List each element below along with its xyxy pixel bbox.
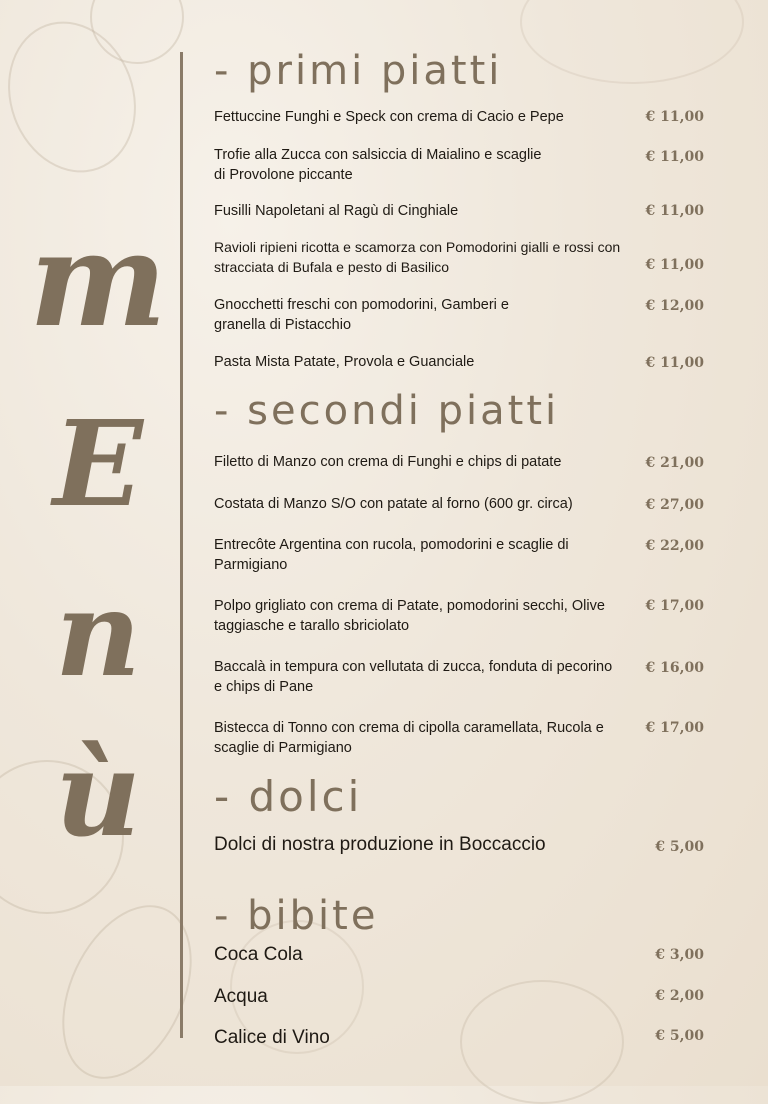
menu-item-price: € 5,00 <box>655 839 704 855</box>
side-title-letter: E <box>53 394 143 533</box>
background-doodle <box>520 0 744 84</box>
section-heading-bibite: - bibite <box>214 893 379 939</box>
menu-item-name: Fusilli Napoletani al Ragù di Cinghiale <box>214 203 459 219</box>
menu-item-price: € 21,00 <box>645 455 704 471</box>
menu-item-name: Calice di Vino <box>214 1027 330 1048</box>
menu-item-name: Baccalà in tempura con vellutata di zucca, fonduta di pecorino e chips di Pane <box>214 659 613 695</box>
menu-item-name: Dolci di nostra produzione in Boccaccio <box>214 834 546 855</box>
menu-item-price: € 17,00 <box>645 598 704 614</box>
menu-item-name: Polpo grigliato con crema di Patate, pomodorini secchi, Olive taggiasche e tarallo sbriciolato <box>214 598 605 634</box>
section-heading-primi: - primi piatti <box>214 48 503 94</box>
menu-item-name: Entrecôte Argentina con rucola, pomodorini e scaglie di Parmigiano <box>214 537 569 573</box>
background-doodle <box>36 885 217 1100</box>
divider-line <box>180 52 183 1038</box>
side-title-letter: m <box>29 203 167 356</box>
side-title-letter: n <box>55 564 141 703</box>
menu-item-name: Trofie alla Zucca con salsiccia di Maialino e scaglie di Provolone piccante <box>214 147 542 183</box>
menu-item-name: Gnocchetti freschi con pomodorini, Gamberi e granella di Pistacchio <box>214 297 509 333</box>
menu-item-price: € 11,00 <box>645 203 704 219</box>
menu-item-price: € 12,00 <box>645 298 704 314</box>
menu-item-price: € 11,00 <box>645 257 704 273</box>
section-heading-secondi: - secondi piatti <box>214 388 560 434</box>
menu-item-name: Costata di Manzo S/O con patate al forno (600 gr. circa) <box>214 496 573 512</box>
menu-item-name: Ravioli ripieni ricotta e scamorza con Pomodorini gialli e rossi con stracciata di Bufala e pesto di Basilico <box>214 239 621 275</box>
menu-item-price: € 2,00 <box>655 988 704 1004</box>
menu-item-price: € 11,00 <box>645 355 704 371</box>
menu-item-price: € 22,00 <box>645 538 704 554</box>
menu-item-price: € 11,00 <box>645 149 704 165</box>
menu-item-name: Filetto di Manzo con crema di Funghi e chips di patate <box>214 454 562 470</box>
menu-item-price: € 17,00 <box>645 720 704 736</box>
menu-item-name: Fettuccine Funghi e Speck con crema di Cacio e Pepe <box>214 109 564 125</box>
menu-item-price: € 3,00 <box>655 947 704 963</box>
side-title-letter: ù <box>55 724 141 863</box>
menu-item-name: Acqua <box>214 986 268 1007</box>
menu-item-name: Coca Cola <box>214 944 303 965</box>
section-heading-dolci: - dolci <box>214 772 363 821</box>
menu-item-price: € 27,00 <box>645 497 704 513</box>
menu-item-price: € 5,00 <box>655 1028 704 1044</box>
menu-item-name: Pasta Mista Patate, Provola e Guanciale <box>214 354 475 370</box>
menu-item-name: Bistecca di Tonno con crema di cipolla caramellata, Rucola e scaglie di Parmigiano <box>214 720 604 756</box>
menu-item-price: € 16,00 <box>645 660 704 676</box>
menu-item-price: € 11,00 <box>645 109 704 125</box>
